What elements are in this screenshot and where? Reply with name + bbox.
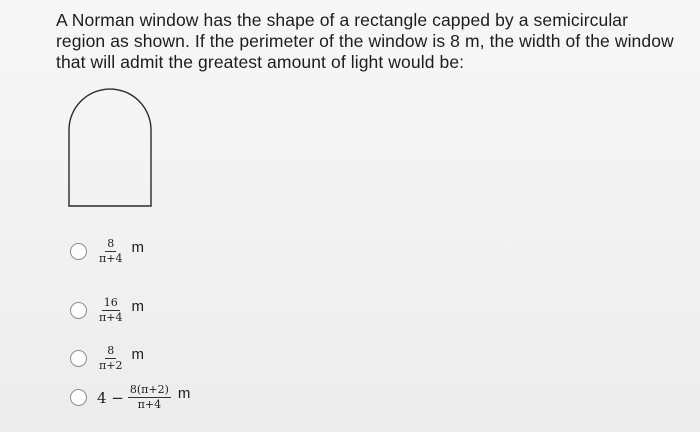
fraction (97, 297, 124, 324)
answer-option-4[interactable] (70, 384, 190, 411)
fraction (97, 238, 124, 265)
radio-button[interactable] (70, 302, 87, 319)
option-math (97, 297, 144, 324)
option-math (97, 238, 144, 265)
fraction-numerator: 8 (107, 237, 115, 250)
radio-button[interactable] (70, 350, 87, 367)
fraction (97, 345, 124, 372)
norman-window-figure (66, 86, 156, 208)
radio-button[interactable] (70, 243, 87, 260)
answer-option-3[interactable] (70, 345, 144, 372)
answer-option-2[interactable] (70, 297, 144, 324)
unit-label: m (131, 346, 144, 363)
option-math (97, 345, 144, 372)
fraction-denominator: π+2 (99, 359, 123, 372)
unit-label: m (177, 385, 191, 402)
option-prefix: 4 − (97, 388, 124, 407)
fraction-numerator: 8 (107, 344, 115, 357)
fraction-denominator: π+4 (137, 398, 162, 411)
fraction-denominator: π+4 (99, 311, 123, 324)
answer-option-1[interactable] (70, 238, 144, 265)
radio-button[interactable] (70, 389, 87, 406)
fraction-numerator: 8(π+2) (129, 383, 169, 396)
option-math (97, 384, 190, 411)
fraction-numerator: 16 (103, 296, 118, 309)
fraction (128, 384, 171, 411)
unit-label: m (131, 298, 144, 315)
unit-label: m (131, 239, 144, 256)
question-text: A Norman window has the shape of a rectangle capped by a semicircular region as shown. If the perimeter of the window is 8 m, the width of the window that will admit the greatest amount of light would be: (56, 10, 674, 72)
fraction-denominator: π+4 (99, 252, 123, 265)
